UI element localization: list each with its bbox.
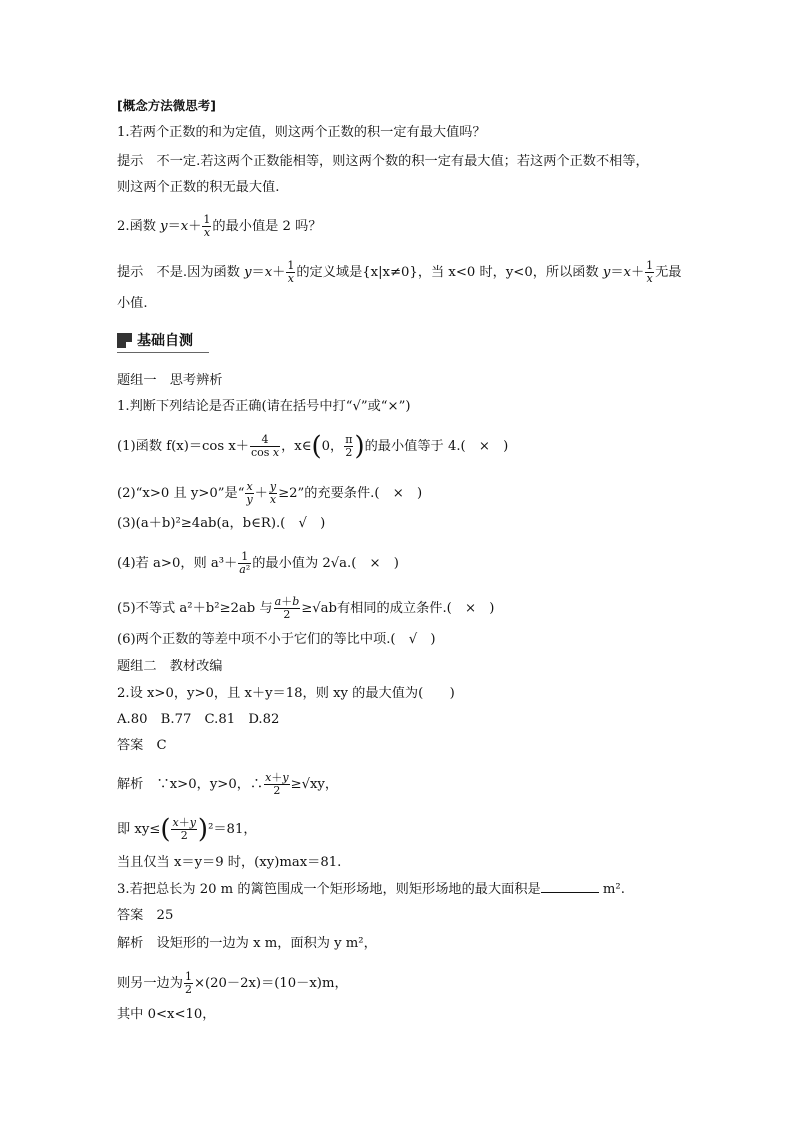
section-header (117, 330, 209, 352)
answer-blank (541, 880, 599, 893)
hint-2-end: 小值. (117, 296, 148, 311)
equality-condition: 当且仅当 x＝y＝9 时，(xy)max＝81. (117, 855, 342, 870)
hint-2-line: 提示 不是.因为函数 y＝x＋ $\frac{1}{x}$ 的定义域是{x|x≠0}，当 x<0 时，y<0，所以函数 y＝x＋ $\frac{1}{x}$ 无最 (117, 259, 682, 285)
fraction: $\frac{x}{y}$ (246, 480, 253, 506)
other-side-line: 则另一边为 $\frac{1}{2}$ ×(20－2x)＝(10－x)m， (117, 970, 348, 996)
analysis-2: 解析 ∵x>0，y>0，∴ $\frac{x+y}{2}$ ≥√xy， (117, 771, 339, 797)
fraction: $\frac{\pi}{2}$ (345, 433, 353, 459)
question-3: 3.若把总长为 20 m 的篱笆围成一个矩形场地，则矩形场地的最大面积是 m². (117, 882, 625, 897)
question-1: 1.若两个正数的和为定值，则这两个正数的积一定有最大值吗？ (117, 125, 486, 140)
fraction: $\frac{x+y}{2}$ (265, 771, 289, 797)
section-title: 基础自测 (137, 333, 193, 349)
judge-item-6: (6)两个正数的等差中项不小于它们的等比中项.( √ ) (117, 632, 436, 647)
judge-question: 1.判断下列结论是否正确(请在括号中打“√”或“×”) (117, 399, 411, 414)
analysis-3: 解析 设矩形的一边为 x m，面积为 y m²， (117, 936, 377, 951)
fraction: $\frac{1}{x}$ (203, 213, 211, 239)
question-2-text: 2.设 x>0，y>0，且 x＋y＝18，则 xy 的最大值为( ) (117, 686, 455, 701)
concept-label: [概念方法微思考] (117, 98, 216, 113)
judge-item-3: (3)(a＋b)²≥4ab(a，b∈R).( √ ) (117, 516, 326, 531)
range-line: 其中 0<x<10， (117, 1007, 216, 1022)
hint-1-line-b: 则这两个正数的积无最大值. (117, 180, 280, 195)
fraction: $\frac{a+b}{2}$ (274, 595, 300, 621)
question-2-options: A.80 B.77 C.81 D.82 (117, 712, 280, 727)
judge-item-2: (2)“x>0 且 y>0”是“ $\frac{x}{y}$ ＋ $\frac{y}{x}$ ≥2”的充要条件.( × ) (117, 480, 423, 506)
fraction: $\frac{4}{\text{cos x}}$ (250, 433, 280, 459)
fraction: $\frac{1}{\text{a²}}$ (239, 550, 251, 576)
question-2: 2.函数 y＝x＋ $\frac{1}{x}$ 的最小值是 2 吗？ (117, 213, 322, 239)
section-square-icon (117, 333, 132, 348)
inequality-line: 即 xy≤( $\frac{x+y}{2}$ )²＝81， (117, 814, 257, 845)
fraction: $\frac{x+y}{2}$ (172, 816, 196, 842)
group-1-title: 题组一 思考辨析 (117, 373, 223, 388)
section-rule (117, 352, 209, 353)
judge-item-5: (5)不等式 a²＋b²≥2ab 与 $\frac{a+b}{2}$ ≥√ab有相同的成立条件.( × ) (117, 595, 495, 621)
fraction: $\frac{y}{x}$ (269, 480, 277, 506)
answer-3: 答案 25 (117, 908, 174, 923)
fraction: $\frac{1}{2}$ (184, 970, 192, 996)
fraction: $\frac{1}{x}$ (646, 259, 654, 285)
fraction: $\frac{1}{x}$ (287, 259, 295, 285)
group-2-title: 题组二 教材改编 (117, 659, 223, 674)
answer-2: 答案 C (117, 738, 167, 753)
judge-item-1: (1)函数 f(x)＝cos x＋ $\frac{4}{\text{cos x}}$ ，x∈(0， $\frac{\pi}{2}$ )的最小值等于 4.( × ) (117, 431, 509, 462)
hint-1-line-a: 提示 不一定.若这两个正数能相等，则这两个数的积一定有最大值；若这两个正数不相等， (117, 154, 649, 169)
judge-item-4: (4)若 a>0，则 a³＋ $\frac{1}{\text{a²}}$ 的最小值为 2√a.( × ) (117, 550, 399, 576)
